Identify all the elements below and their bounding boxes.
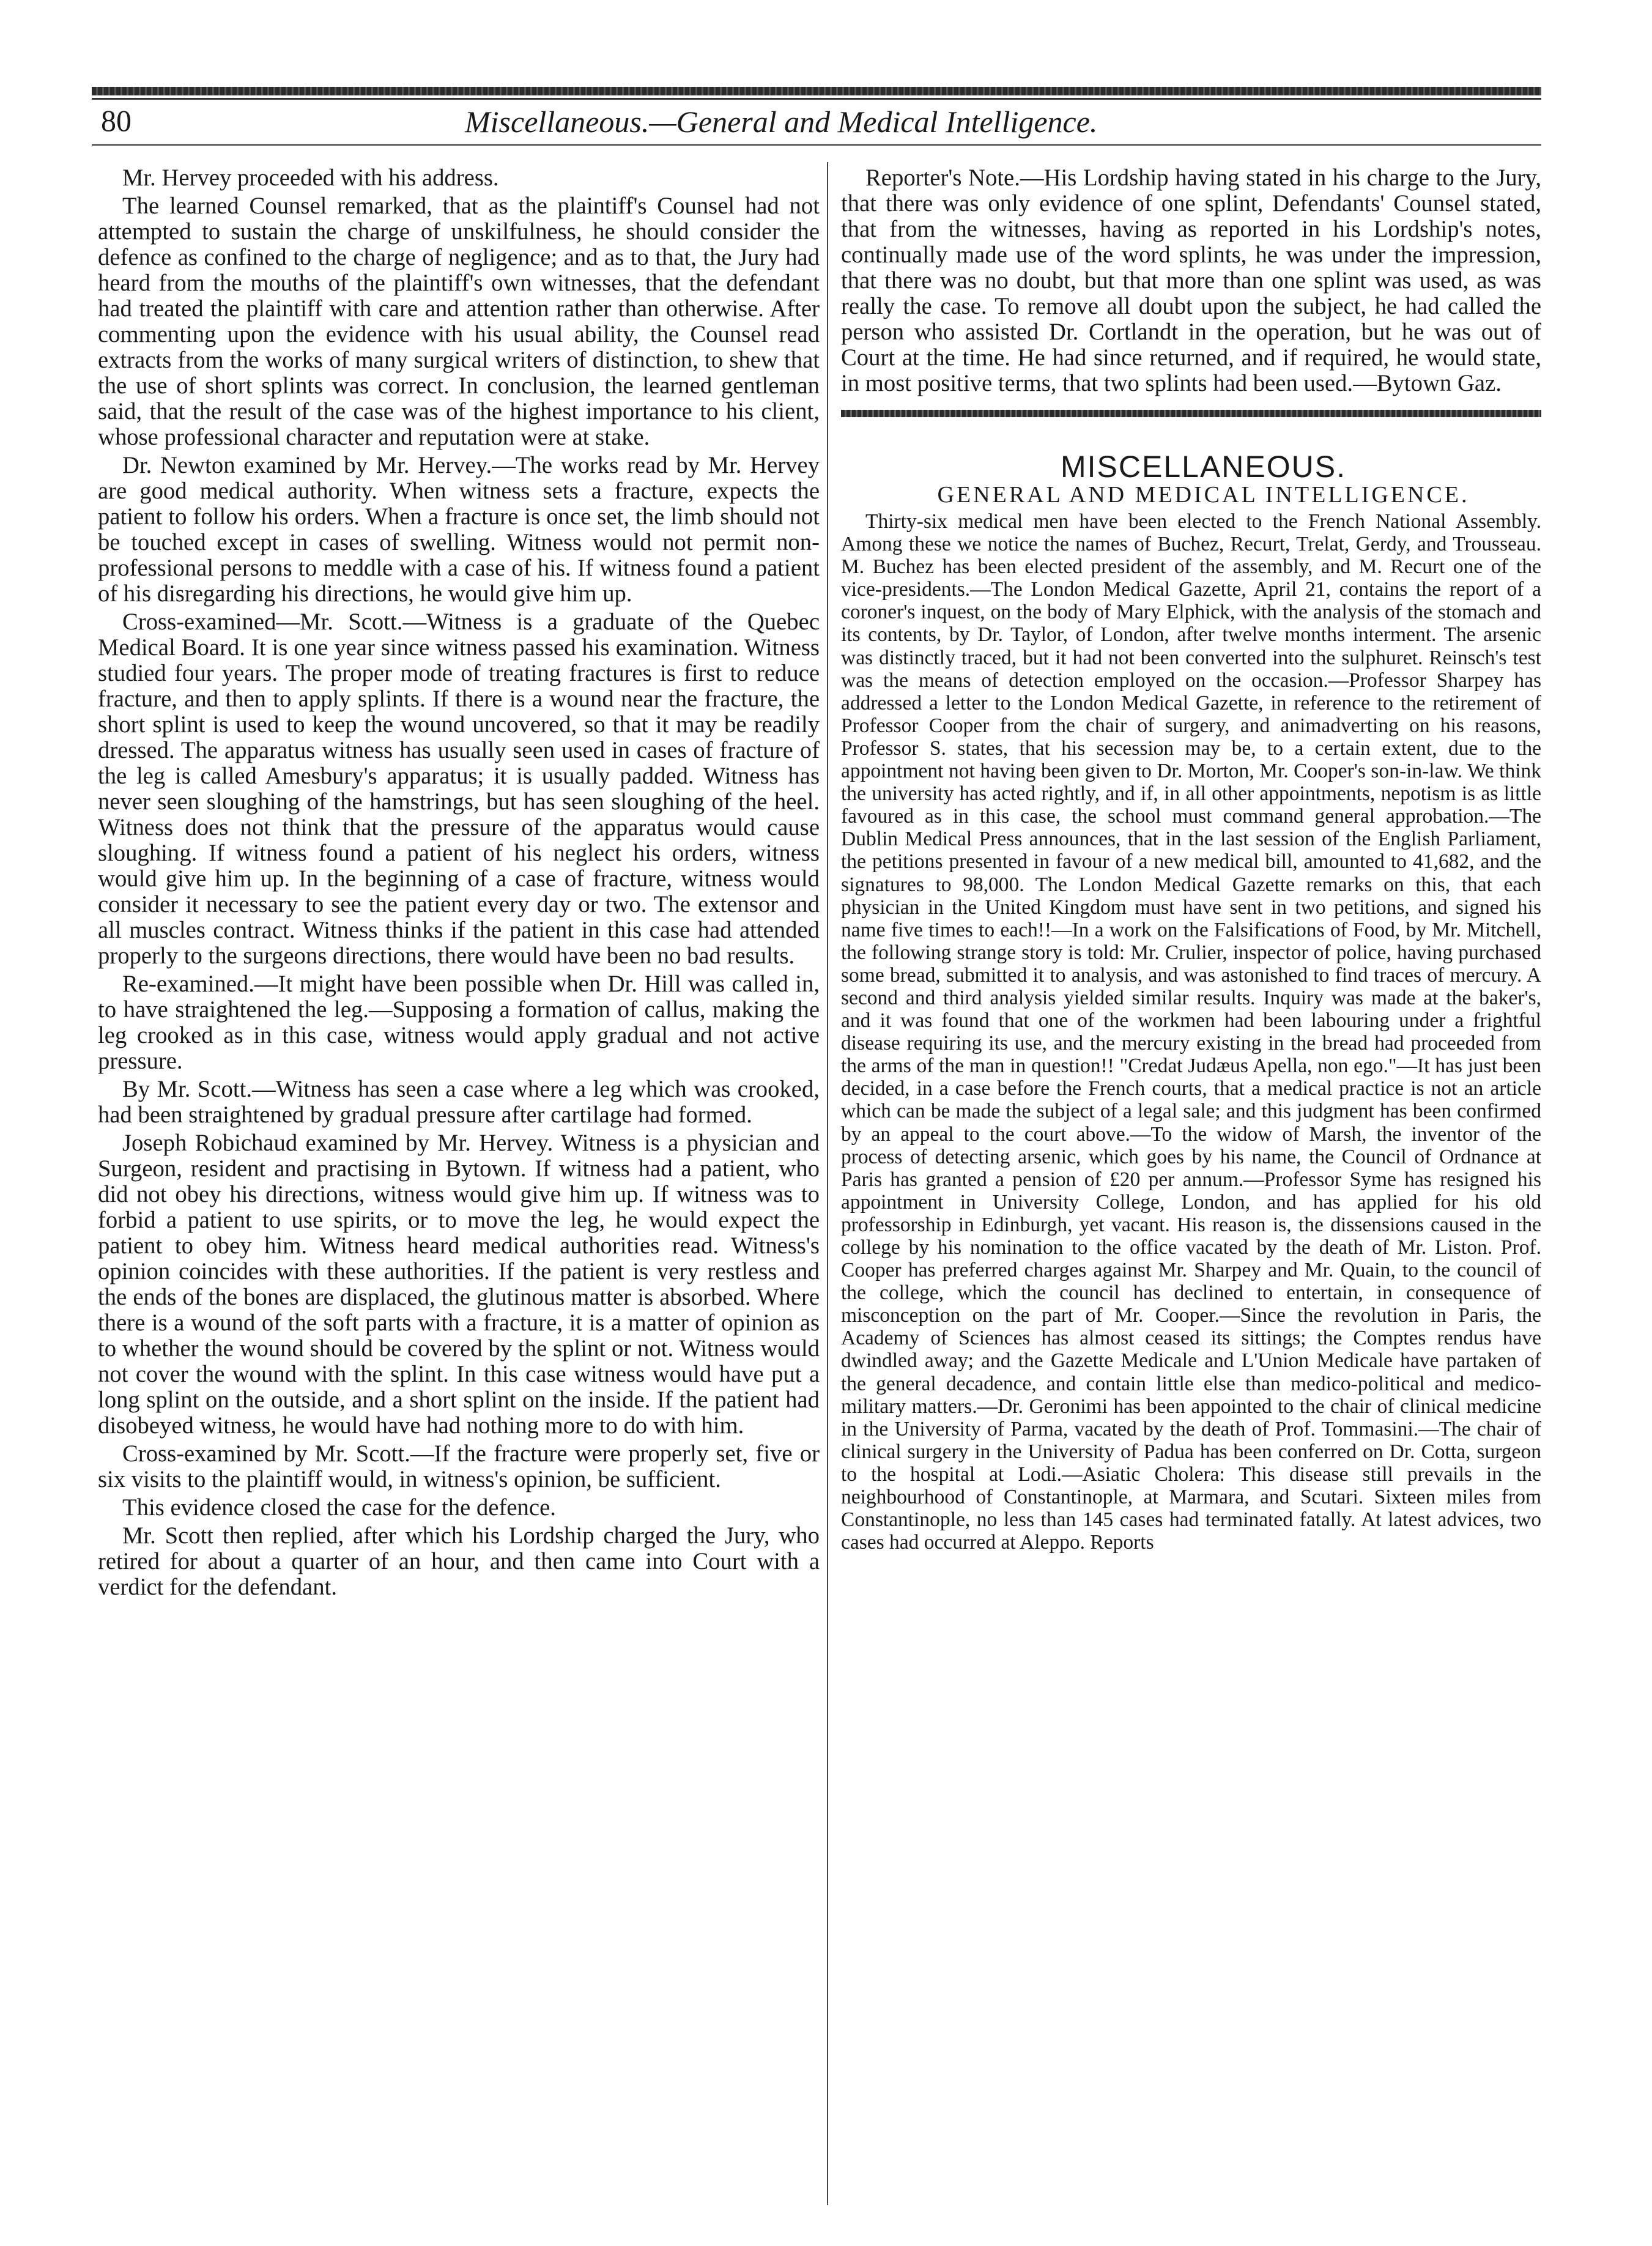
paragraph: By Mr. Scott.—Witness has seen a case where a leg which was crooked, had been straightened by gradual pressure after cartilage had formed. [98,1077,820,1128]
paragraph: Cross-examined—Mr. Scott.—Witness is a graduate of the Quebec Medical Board. It is one year since witness passed his examination. Witness studied four years. The proper mode of treating fractures is first to reduce fracture, and then to apply splints. If there is a wound near the fracture, the short splint is used to keep the wound uncovered, so that it may be readily dressed. The apparatus witness has usually seen used in cases of fracture of the leg is called Amesbury's apparatus; it is usually padded. Witness has never seen sloughing of the hamstrings, but has seen sloughing of the heel. Witness does not think that the pressure of the apparatus would cause sloughing. If witness found a patient of his neglect his orders, witness would give him up. In the beginning of a case of fracture, witness would consider it necessary to see the patient every day or two. The extensor and all muscles contract. Witness thinks if the patient in this case had attended properly to the surgeons directions, there would have been no bad results. [98,609,820,969]
page-number: 80 [101,103,131,138]
paragraph: Re-examined.—It might have been possible when Dr. Hill was called in, to have straightened the leg.—Supposing a formation of callus, making the leg crooked as in this case, witness would apply gradual and not active pressure. [98,971,820,1074]
paragraph: This evidence closed the case for the defence. [122,1495,556,1521]
section-title: MISCELLANEOUS. [1060,450,1346,484]
paragraph: The learned Counsel remarked, that as the plaintiff's Counsel had not attempted to sustain the charge of unskilfulness, he should consider the defence as confined to the charge of negligence; and as to that, the Jury had heard from the mouths of the plaintiff's own witnesses, that the defendant had treated the plaintiff with care and attention rather than otherwise. After commenting upon the evidence with his usual ability, the Counsel read extracts from the works of many surgical writers of distinction, to shew that the use of short splints was correct. In conclusion, the learned gentleman said, that the result of the case was of the highest importance to his client, whose professional character and reputation were at stake. [98,193,820,450]
paragraph: Dr. Newton examined by Mr. Hervey.—The works read by Mr. Hervey are good medical authority. When witness sets a fracture, expects the patient to follow his orders. When a fracture is once set, the limb should not be touched except in cases of swelling. Witness would not permit non-professional persons to meddle with a case of his. If witness found a patient of his disregarding his directions, he would give him up. [98,453,820,607]
column-divider [827,162,828,2205]
reporters-note: Reporter's Note.—His Lordship having stated in his charge to the Jury, that there was only evidence of one splint, Defendants' Counsel stated, that from the witnesses, having as reported in his Lordship's notes, continually made use of the word splints, he was under the impression, that there was no doubt, but that more than one splint was used, as was really the case. To remove all doubt upon the subject, he had called the person who assisted Dr. Cortlandt in the operation, but he was out of Court at the time. He had since returned, and if required, he would state, in most positive terms, that two splints had been used.—Bytown Gaz. [841,165,1541,396]
top-rule-line [92,98,1541,100]
paragraph: Mr. Hervey proceeded with his address. [122,165,499,191]
subsection-title: GENERAL AND MEDICAL INTELLIGENCE. [937,482,1470,508]
intelligence-block [841,510,1541,1554]
paragraph: Joseph Robichaud examined by Mr. Hervey. Witness is a physician and Surgeon, resident and practising in Bytown. If witness had a patient, who did not obey his directions, witness would give him up. If witness was to forbid a patient to use spirits, or to move the leg, he would expect the patient to obey him. Witness heard medical authorities read. Witness's opinion coincides with these authorities. If the patient is very restless and the ends of the bones are displaced, the glutinous matter is absorbed. Where there is a wound of the soft parts with a fracture, it is a matter of opinion as to whether the wound should be covered by the splint or not. Witness would not cover the wound with the splint. In this case witness would have put a long splint on the outside, and a short splint on the inside. If the patient had disobeyed witness, he would have had nothing more to do with him. [98,1130,820,1439]
left-column [98,165,820,1603]
section-divider [841,410,1541,417]
paragraph: Mr. Scott then replied, after which his Lordship charged the Jury, who retired for about a quarter of an hour, and then came into Court with a verdict for the defendant. [98,1523,820,1600]
running-title: Miscellaneous.—General and Medical Intelligence. [465,105,1098,139]
paragraph: Cross-examined by Mr. Scott.—If the fracture were properly set, five or six visits to the plaintiff would, in witness's opinion, be sufficient. [98,1441,820,1492]
right-column [841,165,1541,1554]
intelligence-text: Thirty-six medical men have been elected to the French National Assembly. Among these we notice the names of Buchez, Recurt, Trelat, Gerdy, and Trousseau. M. Buchez has been elected president of the assembly, and M. Recurt one of the vice-presidents.—The London Medical Gazette, April 21, contains the report of a coroner's inquest, on the body of Mary Elphick, with the analysis of the stomach and its contents, by Dr. Taylor, of London, after twelve months interment. The arsenic was distinctly traced, but it had not been converted into the sulphuret. Reinsch's test was the means of detection employed on the occasion.—Professor Sharpey has addressed a letter to the London Medical Gazette, in reference to the retirement of Professor Cooper from the chair of surgery, and animadverting on his reasons, Professor S. states, that his secession may be, to a certain extent, due to the appointment not having been given to Dr. Morton, Mr. Cooper's son-in-law. We think the university has acted rightly, and if, in all other appointments, nepotism is as little favoured as in this case, the school must command general approbation.—The Dublin Medical Press announces, that in the last session of the English Parliament, the petitions presented in favour of a new medical bill, amounted to 41,682, and the signatures to 98,000. The London Medical Gazette remarks on this, that each physician in the United Kingdom must have sent in two petitions, and signed his name five times to each!!—In a work on the Falsifications of Food, by Mr. Mitchell, the following strange story is told: Mr. Crulier, inspector of police, having purchased some bread, submitted it to analysis, and was astonished to find traces of mercury. A second and third analysis yielded similar results. Inquiry was made at the baker's, and it was found that one of the workmen had been labouring under a frightful disease requiring its use, and the mercury existing in the bread had proceeded from the arms of the man in question!! "Credat Judæus Apella, non ego."—It has just been decided, in a case before the French courts, that a medical practice is not an article which can be made the subject of a legal sale; and this judgment has been confirmed by an appeal to the court above.—To the widow of Marsh, the inventor of the process of detecting arsenic, which goes by his name, the Council of Ordnance at Paris has granted a pension of £20 per annum.—Professor Syme has resigned his appointment in University College, London, and has applied for his old professorship in Edinburgh, yet vacant. His reason is, the dissensions caused in the college by his nomination to the office vacated by the death of Mr. Liston. Prof. Cooper has preferred charges against Mr. Sharpey and Mr. Quain, to the council of the college, which the council has declined to entertain, in consequence of misconception on the part of Mr. Cooper.—Since the revolution in Paris, the Academy of Sciences has almost ceased its sittings; the Comptes rendus have dwindled away; and the Gazette Medicale and L'Union Medicale have partaken of the general decadence, and contain little else than medico-political and medico-military matters.—Dr. Geronimi has been appointed to the chair of clinical medicine in the University of Parma, vacated by the death of Prof. Tommasini.—The chair of clinical surgery in the University of Padua has been conferred on Dr. Cotta, surgeon to the hospital at Lodi.—Asiatic Cholera: This disease still prevails in the neighbourhood of Constantinople, at Marmara, and Scutari. Sixteen miles from Constantinople, no less than 145 cases had terminated fatally. At latest advices, two cases had occurred at Aleppo. Reports [841,510,1541,1554]
top-ornamental-rule [92,87,1541,95]
header-rule [92,144,1541,146]
